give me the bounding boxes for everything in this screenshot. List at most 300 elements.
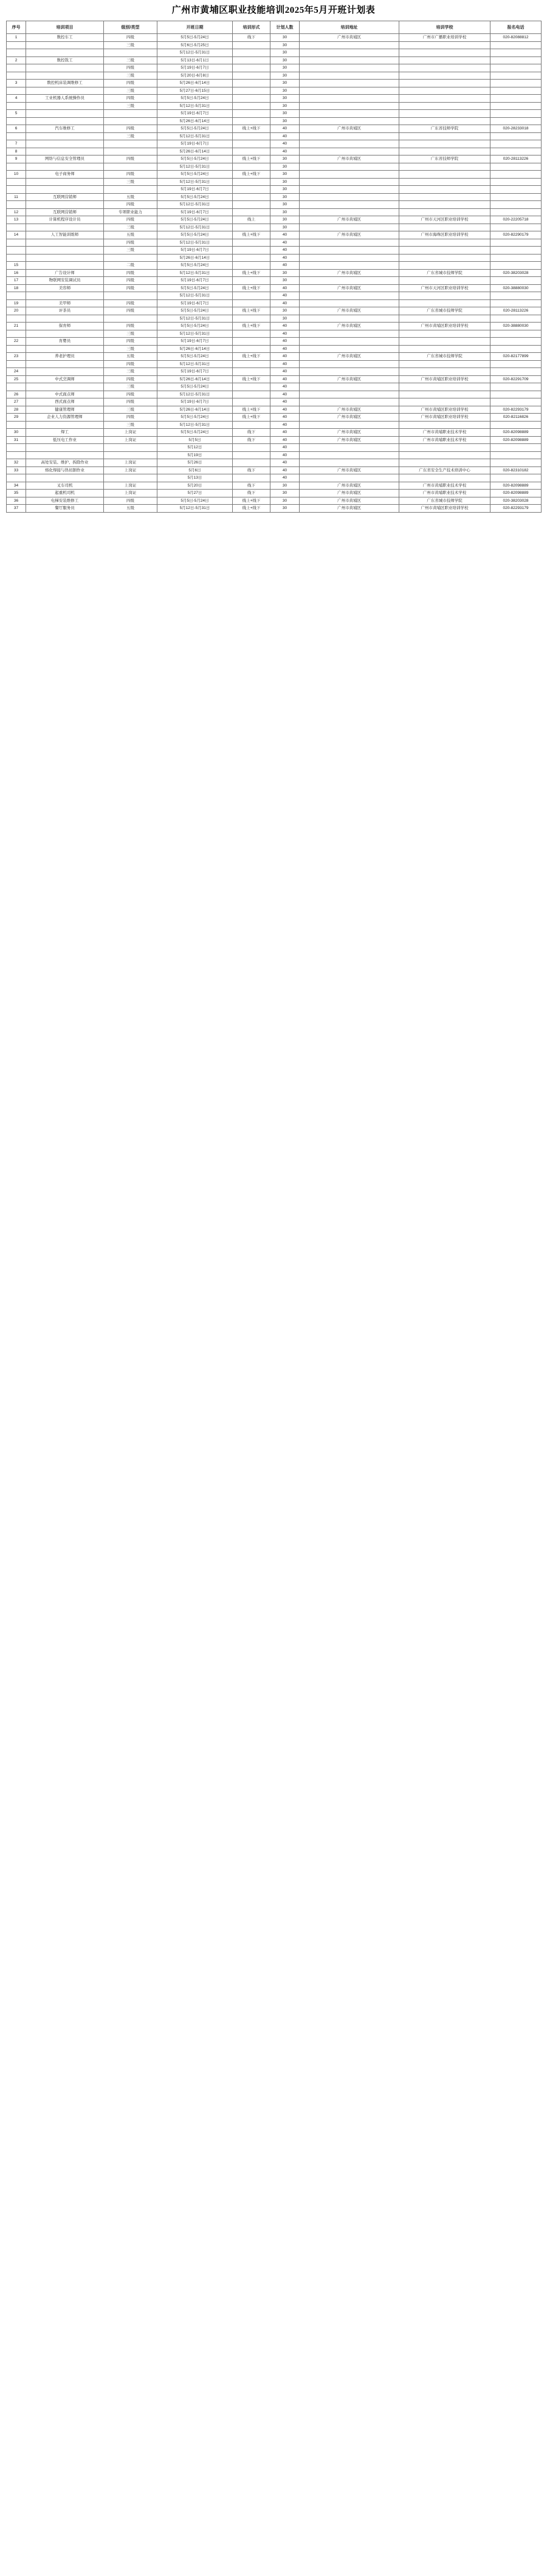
row-count-cell: 40 xyxy=(270,414,300,422)
row-project-cell xyxy=(26,49,104,57)
row-level-cell xyxy=(104,254,157,262)
row-address-cell: 广州市黄埔区 xyxy=(300,231,399,239)
header-cell-mode: 培训形式 xyxy=(233,21,270,34)
table-row xyxy=(7,41,542,49)
table-row xyxy=(7,231,542,239)
row-address-cell xyxy=(300,277,399,285)
row-date-cell: 5月27日-6月15日 xyxy=(157,87,233,95)
table-row xyxy=(7,239,542,247)
row-count-cell: 40 xyxy=(270,466,300,474)
row-count-cell: 40 xyxy=(270,406,300,414)
row-project-cell xyxy=(26,247,104,255)
row-address-cell xyxy=(300,474,399,482)
row-count-cell: 40 xyxy=(270,353,300,361)
row-level-cell: 三级 xyxy=(104,247,157,255)
row-mode-cell xyxy=(233,178,270,186)
row-school-cell xyxy=(399,239,490,247)
row-school-cell xyxy=(399,163,490,171)
row-no-cell xyxy=(7,360,26,368)
row-level-cell: 五级 xyxy=(104,353,157,361)
row-school-cell xyxy=(399,459,490,467)
row-no-cell: 24 xyxy=(7,368,26,376)
row-date-cell: 5月5日-5月24日 xyxy=(157,155,233,163)
row-level-cell: 四级 xyxy=(104,95,157,103)
row-phone-cell: 020-82098889 xyxy=(490,482,542,490)
row-level-cell xyxy=(104,117,157,125)
row-date-cell: 5月19日-6月7日 xyxy=(157,64,233,72)
row-project-cell xyxy=(26,360,104,368)
row-count-cell: 30 xyxy=(270,178,300,186)
row-mode-cell xyxy=(233,117,270,125)
row-project-cell: 物联网安装调试员 xyxy=(26,277,104,285)
row-school-cell: 广州市天河区职业培训学校 xyxy=(399,284,490,292)
row-level-cell: 三级 xyxy=(104,87,157,95)
row-count-cell: 30 xyxy=(270,102,300,110)
row-date-cell: 5月5日-5月24日 xyxy=(157,193,233,201)
row-date-cell: 5月12日-5月31日 xyxy=(157,102,233,110)
row-date-cell: 5月12日-5月31日 xyxy=(157,330,233,338)
row-no-cell: 32 xyxy=(7,459,26,467)
row-date-cell: 5月5日-5月24日 xyxy=(157,353,233,361)
row-school-cell xyxy=(399,117,490,125)
row-address-cell: 广州市黄埔区 xyxy=(300,490,399,497)
row-address-cell xyxy=(300,368,399,376)
row-date-cell: 5月5日-5月24日 xyxy=(157,284,233,292)
row-project-cell xyxy=(26,345,104,353)
row-school-cell: 广州市黄埔区职业培训学校 xyxy=(399,505,490,513)
row-phone-cell xyxy=(490,193,542,201)
row-level-cell: 三级 xyxy=(104,41,157,49)
row-level-cell: 三级 xyxy=(104,406,157,414)
row-project-cell: 餐厅服务员 xyxy=(26,505,104,513)
row-address-cell: 广州市黄埔区 xyxy=(300,505,399,513)
row-project-cell xyxy=(26,132,104,140)
row-date-cell: 5月5日-5月24日 xyxy=(157,34,233,42)
row-date-cell: 5月20日 xyxy=(157,482,233,490)
row-school-cell xyxy=(399,186,490,194)
row-project-cell: 互联网营销师 xyxy=(26,208,104,216)
row-mode-cell xyxy=(233,110,270,118)
row-mode-cell xyxy=(233,459,270,467)
row-phone-cell: 020-82177899 xyxy=(490,353,542,361)
table-row xyxy=(7,323,542,330)
row-phone-cell xyxy=(490,391,542,398)
row-count-cell: 40 xyxy=(270,429,300,437)
row-no-cell: 31 xyxy=(7,436,26,444)
row-no-cell: 37 xyxy=(7,505,26,513)
row-count-cell: 30 xyxy=(270,87,300,95)
row-school-cell xyxy=(399,132,490,140)
row-mode-cell xyxy=(233,80,270,87)
row-phone-cell xyxy=(490,80,542,87)
row-no-cell: 17 xyxy=(7,277,26,285)
row-mode-cell: 线下 xyxy=(233,436,270,444)
row-count-cell: 40 xyxy=(270,459,300,467)
row-count-cell: 40 xyxy=(270,338,300,346)
row-date-cell: 5月5日-5月24日 xyxy=(157,125,233,133)
row-no-cell: 8 xyxy=(7,148,26,155)
row-school-cell xyxy=(399,224,490,231)
row-level-cell xyxy=(104,474,157,482)
row-address-cell xyxy=(300,72,399,80)
row-date-cell: 5月12日-5月31日 xyxy=(157,239,233,247)
header-cell-address: 培训地址 xyxy=(300,21,399,34)
row-no-cell xyxy=(7,186,26,194)
row-school-cell xyxy=(399,193,490,201)
row-date-cell: 5月12日-5月31日 xyxy=(157,505,233,513)
row-project-cell: 美甲师 xyxy=(26,299,104,307)
row-school-cell xyxy=(399,421,490,429)
row-date-cell: 5月5日-5月24日 xyxy=(157,231,233,239)
row-address-cell: 广州市黄埔区 xyxy=(300,353,399,361)
row-date-cell: 5月5日-5月24日 xyxy=(157,171,233,179)
table-row xyxy=(7,208,542,216)
row-mode-cell: 线上+线下 xyxy=(233,414,270,422)
table-row xyxy=(7,132,542,140)
header-cell-date: 开班日期 xyxy=(157,21,233,34)
row-no-cell xyxy=(7,41,26,49)
row-date-cell: 5月26日-6月14日 xyxy=(157,254,233,262)
row-mode-cell: 线下 xyxy=(233,482,270,490)
row-mode-cell xyxy=(233,398,270,406)
row-project-cell: 低压电工作业 xyxy=(26,436,104,444)
row-project-cell xyxy=(26,254,104,262)
row-phone-cell xyxy=(490,110,542,118)
row-count-cell: 30 xyxy=(270,34,300,42)
row-date-cell: 5月19日-6月7日 xyxy=(157,140,233,148)
row-level-cell: 四级 xyxy=(104,375,157,383)
row-level-cell: 三级 xyxy=(104,178,157,186)
row-school-cell: 广州市黄埔区职业培训学校 xyxy=(399,406,490,414)
table-row xyxy=(7,125,542,133)
row-date-cell: 5月6日 xyxy=(157,466,233,474)
row-address-cell xyxy=(300,201,399,209)
row-phone-cell: 020-38203028 xyxy=(490,497,542,505)
row-project-cell xyxy=(26,148,104,155)
row-level-cell: 三级 xyxy=(104,72,157,80)
row-mode-cell xyxy=(233,201,270,209)
row-address-cell: 广州市黄埔区 xyxy=(300,414,399,422)
row-school-cell: 广东省安全生产技术培训中心 xyxy=(399,466,490,474)
table-row xyxy=(7,368,542,376)
row-phone-cell xyxy=(490,421,542,429)
row-level-cell: 四级 xyxy=(104,323,157,330)
row-no-cell xyxy=(7,239,26,247)
row-project-cell: 高处安装、维护、拆除作业 xyxy=(26,459,104,467)
row-address-cell: 广州市黄埔区 xyxy=(300,34,399,42)
row-date-cell: 5月26日-6月14日 xyxy=(157,375,233,383)
table-row xyxy=(7,34,542,42)
row-phone-cell xyxy=(490,338,542,346)
row-phone-cell xyxy=(490,56,542,64)
table-row xyxy=(7,360,542,368)
row-count-cell: 30 xyxy=(270,110,300,118)
row-date-cell: 5月26日-6月14日 xyxy=(157,80,233,87)
row-phone-cell xyxy=(490,49,542,57)
row-project-cell: 数控车工 xyxy=(26,34,104,42)
row-school-cell xyxy=(399,345,490,353)
row-phone-cell: 020-38203028 xyxy=(490,269,542,277)
row-level-cell xyxy=(104,186,157,194)
row-level-cell xyxy=(104,163,157,171)
row-address-cell: 广州市黄埔区 xyxy=(300,497,399,505)
row-date-cell: 5月5日-5月24日 xyxy=(157,95,233,103)
row-phone-cell xyxy=(490,208,542,216)
training-schedule-table xyxy=(6,21,542,513)
table-row xyxy=(7,505,542,513)
row-count-cell: 30 xyxy=(270,482,300,490)
table-row xyxy=(7,383,542,391)
row-address-cell xyxy=(300,41,399,49)
row-count-cell: 30 xyxy=(270,49,300,57)
row-level-cell: 四级 xyxy=(104,391,157,398)
table-row xyxy=(7,482,542,490)
row-no-cell: 5 xyxy=(7,110,26,118)
row-address-cell xyxy=(300,110,399,118)
row-phone-cell xyxy=(490,64,542,72)
row-school-cell xyxy=(399,338,490,346)
row-no-cell: 35 xyxy=(7,490,26,497)
row-school-cell: 广东省城市技师学院 xyxy=(399,353,490,361)
row-mode-cell: 线下 xyxy=(233,466,270,474)
row-address-cell: 广州市黄埔区 xyxy=(300,466,399,474)
row-no-cell: 19 xyxy=(7,299,26,307)
row-mode-cell xyxy=(233,95,270,103)
row-count-cell: 40 xyxy=(270,262,300,270)
row-count-cell: 40 xyxy=(270,383,300,391)
row-phone-cell: 020-28113226 xyxy=(490,155,542,163)
table-row xyxy=(7,490,542,497)
row-school-cell xyxy=(399,148,490,155)
row-address-cell xyxy=(300,87,399,95)
table-row xyxy=(7,254,542,262)
row-count-cell: 30 xyxy=(270,56,300,64)
table-row xyxy=(7,201,542,209)
row-address-cell xyxy=(300,208,399,216)
row-no-cell xyxy=(7,64,26,72)
table-row xyxy=(7,474,542,482)
row-no-cell xyxy=(7,474,26,482)
row-school-cell: 广东省城市技师学院 xyxy=(399,269,490,277)
row-count-cell: 30 xyxy=(270,171,300,179)
row-mode-cell xyxy=(233,64,270,72)
row-school-cell xyxy=(399,444,490,452)
row-school-cell xyxy=(399,254,490,262)
table-row xyxy=(7,140,542,148)
row-no-cell: 3 xyxy=(7,80,26,87)
row-level-cell: 四级 xyxy=(104,497,157,505)
row-no-cell xyxy=(7,224,26,231)
row-phone-cell xyxy=(490,474,542,482)
row-level-cell: 四级 xyxy=(104,125,157,133)
row-no-cell xyxy=(7,421,26,429)
row-project-cell xyxy=(26,330,104,338)
row-level-cell: 上岗证 xyxy=(104,466,157,474)
table-row xyxy=(7,451,542,459)
row-date-cell: 5月5日-5月24日 xyxy=(157,429,233,437)
row-school-cell: 广州市广播职业培训学校 xyxy=(399,34,490,42)
row-level-cell: 五级 xyxy=(104,505,157,513)
row-no-cell: 25 xyxy=(7,375,26,383)
row-count-cell: 40 xyxy=(270,299,300,307)
row-mode-cell: 线上+线下 xyxy=(233,375,270,383)
row-count-cell: 30 xyxy=(270,208,300,216)
row-school-cell xyxy=(399,277,490,285)
row-level-cell: 三级 xyxy=(104,368,157,376)
row-count-cell: 40 xyxy=(270,444,300,452)
row-phone-cell xyxy=(490,72,542,80)
row-address-cell xyxy=(300,171,399,179)
row-date-cell: 5月19日-6月7日 xyxy=(157,208,233,216)
row-phone-cell xyxy=(490,224,542,231)
row-project-cell xyxy=(26,87,104,95)
row-count-cell: 30 xyxy=(270,95,300,103)
row-project-cell: 中式烹调师 xyxy=(26,375,104,383)
row-phone-cell xyxy=(490,345,542,353)
table-row xyxy=(7,56,542,64)
row-school-cell xyxy=(399,80,490,87)
table-row xyxy=(7,269,542,277)
row-project-cell: 叉车司机 xyxy=(26,482,104,490)
row-no-cell: 28 xyxy=(7,406,26,414)
row-level-cell xyxy=(104,444,157,452)
row-project-cell: 工业机器人系统操作员 xyxy=(26,95,104,103)
row-project-cell xyxy=(26,224,104,231)
row-count-cell: 40 xyxy=(270,436,300,444)
row-no-cell xyxy=(7,451,26,459)
row-level-cell: 四级 xyxy=(104,201,157,209)
row-count-cell: 40 xyxy=(270,247,300,255)
row-date-cell: 5月26日-6月14日 xyxy=(157,148,233,155)
row-mode-cell: 线下 xyxy=(233,490,270,497)
row-mode-cell: 线上+线下 xyxy=(233,155,270,163)
row-no-cell xyxy=(7,72,26,80)
row-address-cell xyxy=(300,338,399,346)
table-row xyxy=(7,186,542,194)
row-project-cell: 起重机司机 xyxy=(26,490,104,497)
table-row xyxy=(7,171,542,179)
row-date-cell: 5月5日-5月24日 xyxy=(157,497,233,505)
row-address-cell: 广州市黄埔区 xyxy=(300,307,399,315)
row-address-cell xyxy=(300,49,399,57)
row-level-cell: 上岗证 xyxy=(104,490,157,497)
row-mode-cell xyxy=(233,338,270,346)
row-phone-cell: 020-82310182 xyxy=(490,466,542,474)
table-row xyxy=(7,163,542,171)
row-project-cell xyxy=(26,140,104,148)
row-phone-cell xyxy=(490,102,542,110)
row-school-cell: 广州市天河区职业培训学校 xyxy=(399,216,490,224)
row-project-cell xyxy=(26,201,104,209)
row-count-cell: 30 xyxy=(270,41,300,49)
row-mode-cell xyxy=(233,186,270,194)
row-level-cell xyxy=(104,292,157,300)
row-mode-cell xyxy=(233,360,270,368)
table-row xyxy=(7,330,542,338)
row-level-cell: 三级 xyxy=(104,132,157,140)
row-address-cell xyxy=(300,459,399,467)
row-phone-cell: 020-82098889 xyxy=(490,436,542,444)
row-date-cell: 5月26日-6月14日 xyxy=(157,117,233,125)
row-mode-cell xyxy=(233,474,270,482)
row-level-cell xyxy=(104,315,157,323)
row-project-cell xyxy=(26,64,104,72)
row-count-cell: 30 xyxy=(270,201,300,209)
row-project-cell xyxy=(26,117,104,125)
header-cell-count: 计划人数 xyxy=(270,21,300,34)
row-address-cell: 广州市黄埔区 xyxy=(300,436,399,444)
row-date-cell: 5月19日-6月7日 xyxy=(157,110,233,118)
row-level-cell: 二级 xyxy=(104,262,157,270)
row-date-cell: 5月19日-6月7日 xyxy=(157,368,233,376)
row-no-cell: 21 xyxy=(7,323,26,330)
row-project-cell xyxy=(26,178,104,186)
row-no-cell: 7 xyxy=(7,140,26,148)
row-count-cell: 40 xyxy=(270,391,300,398)
table-row xyxy=(7,72,542,80)
row-phone-cell xyxy=(490,186,542,194)
table-row xyxy=(7,315,542,323)
row-date-cell: 5月20日-6月8日 xyxy=(157,72,233,80)
row-mode-cell xyxy=(233,163,270,171)
row-level-cell: 四级 xyxy=(104,64,157,72)
table-row xyxy=(7,497,542,505)
row-address-cell xyxy=(300,132,399,140)
row-count-cell: 40 xyxy=(270,284,300,292)
row-date-cell: 5月5日 xyxy=(157,436,233,444)
row-mode-cell xyxy=(233,345,270,353)
table-row xyxy=(7,110,542,118)
row-school-cell xyxy=(399,315,490,323)
row-date-cell: 5月26日 xyxy=(157,459,233,467)
row-count-cell: 40 xyxy=(270,451,300,459)
row-no-cell xyxy=(7,87,26,95)
table-row xyxy=(7,436,542,444)
row-count-cell: 30 xyxy=(270,216,300,224)
row-date-cell: 5月12日-5月31日 xyxy=(157,201,233,209)
row-no-cell: 16 xyxy=(7,269,26,277)
row-date-cell: 5月19日-6月7日 xyxy=(157,299,233,307)
row-count-cell: 30 xyxy=(270,80,300,87)
row-level-cell: 上岗证 xyxy=(104,429,157,437)
row-level-cell: 四级 xyxy=(104,338,157,346)
row-level-cell: 上岗证 xyxy=(104,482,157,490)
row-level-cell: 四级 xyxy=(104,269,157,277)
row-mode-cell: 线上+线下 xyxy=(233,505,270,513)
row-project-cell xyxy=(26,474,104,482)
row-mode-cell: 线上+线下 xyxy=(233,406,270,414)
row-no-cell: 10 xyxy=(7,171,26,179)
row-level-cell: 四级 xyxy=(104,239,157,247)
row-mode-cell: 线下 xyxy=(233,429,270,437)
row-mode-cell xyxy=(233,330,270,338)
row-count-cell: 40 xyxy=(270,375,300,383)
row-phone-cell xyxy=(490,277,542,285)
row-level-cell: 三级 xyxy=(104,330,157,338)
row-level-cell: 四级 xyxy=(104,155,157,163)
row-address-cell: 广州市黄埔区 xyxy=(300,406,399,414)
row-address-cell xyxy=(300,140,399,148)
row-phone-cell xyxy=(490,148,542,155)
row-phone-cell xyxy=(490,383,542,391)
row-project-cell: 电梯安装维修工 xyxy=(26,497,104,505)
row-phone-cell: 020-82098889 xyxy=(490,490,542,497)
row-mode-cell xyxy=(233,41,270,49)
row-level-cell: 四级 xyxy=(104,284,157,292)
row-no-cell xyxy=(7,383,26,391)
row-level-cell: 专项职业能力 xyxy=(104,208,157,216)
row-date-cell: 5月6日-5月25日 xyxy=(157,41,233,49)
